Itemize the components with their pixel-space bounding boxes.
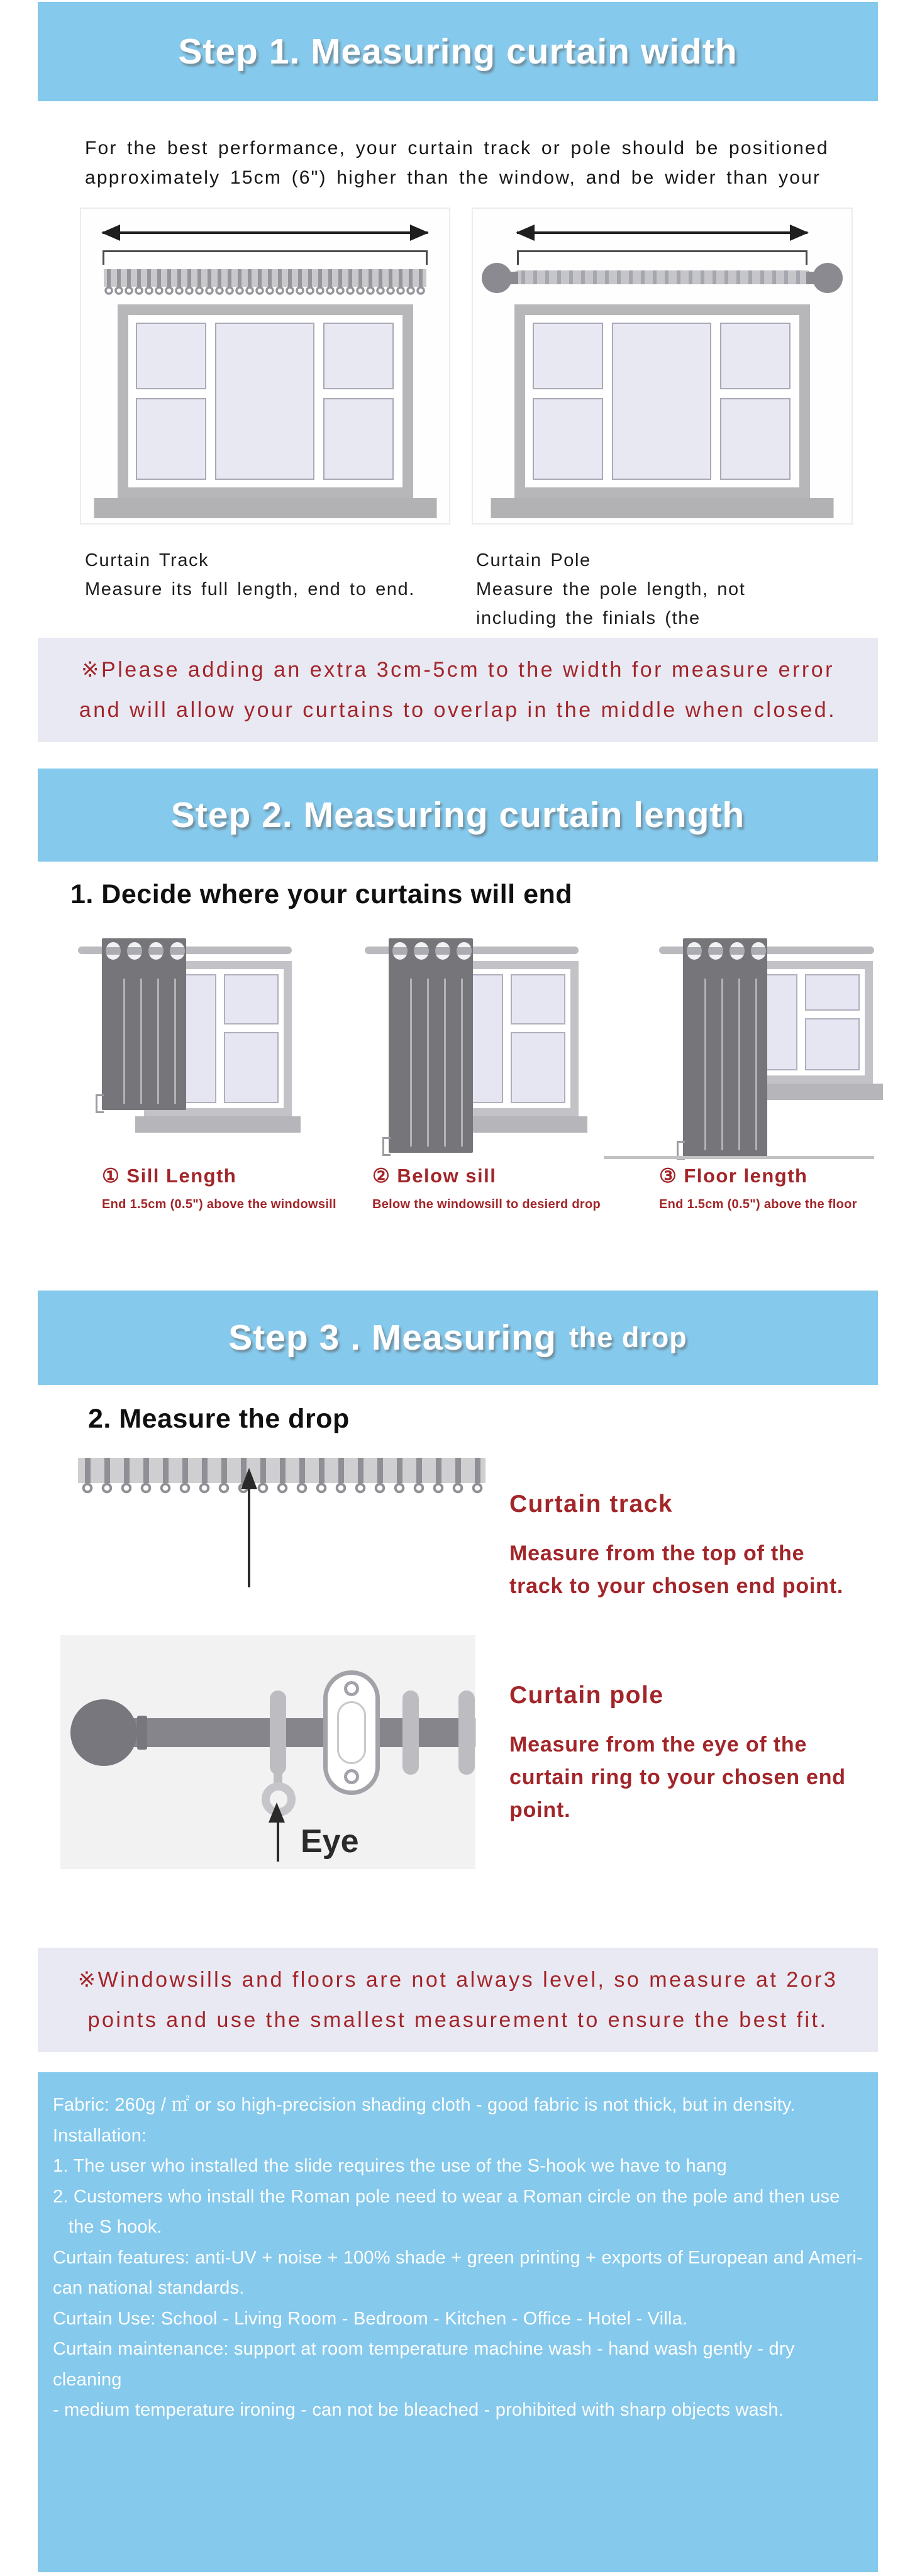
window-pane [511, 974, 565, 1024]
option-label: ① Sill Length [102, 1165, 237, 1187]
option-label: ③ Floor length [659, 1165, 808, 1187]
option-desc: End 1.5cm (0.5") above the floor [659, 1197, 857, 1211]
track-hooks [104, 286, 426, 297]
instruction-title: Curtain pole [509, 1682, 664, 1709]
eye-arrow-icon [277, 1821, 279, 1862]
window-pane [224, 974, 279, 1024]
grommet-icon [414, 942, 429, 960]
curtain-pole-eye-diagram [60, 1635, 475, 1869]
screw-hole-icon [344, 1681, 359, 1696]
grommet-icon [751, 942, 766, 960]
window-pane [805, 1018, 860, 1070]
curtain-track-instructions [509, 1491, 843, 1602]
detail-line: Fabric: 260g / ㎡ or so high-precision shading cloth - good fabric is not thick, but in density. [53, 2095, 796, 2115]
window-pane [136, 398, 206, 480]
step1-intro [85, 133, 865, 192]
level-measure-note [38, 1948, 878, 2052]
caption-line: Measure its full length, end to end. [85, 579, 415, 599]
below-sill-diagram [365, 938, 601, 1221]
instruction-line: Measure from the eye of the [509, 1733, 807, 1757]
instruction-title: Curtain track [509, 1491, 674, 1518]
curtain-ring [402, 1690, 419, 1775]
pole-finial-left-icon [482, 263, 512, 293]
step3-subtitle: 2. Measure the drop [88, 1404, 350, 1434]
measure-arrow-icon [248, 1488, 250, 1587]
window-pane [323, 398, 394, 480]
pole-finial-icon [70, 1699, 137, 1766]
grommet-icon [106, 942, 121, 960]
floor-line [604, 1156, 874, 1159]
curtain-track-bar [78, 1458, 486, 1483]
step1-header-band [38, 2, 878, 101]
sill-length-diagram [78, 938, 336, 1221]
dimension-bracket [103, 250, 428, 265]
window-sill [94, 498, 436, 518]
curtain-track-bar [104, 269, 426, 287]
grommet-icon [457, 942, 472, 960]
window-pane [511, 1032, 565, 1103]
floor-length-diagram [659, 938, 874, 1221]
step3-title: Step 3 . Measuring [228, 1318, 557, 1358]
product-details-text [38, 2072, 878, 2426]
detail-line: the S hook. [53, 2217, 162, 2237]
note-line: and will allow your curtains to overlap in the middle when closed. [79, 698, 837, 722]
grommet-icon [392, 942, 408, 960]
window-illustration [118, 304, 413, 498]
step1-title: Step 1. Measuring curtain width [178, 31, 738, 72]
intro-line-2: approximately 15cm (6") higher than the window, and be wider than your [85, 167, 821, 188]
track-hooks [78, 1482, 486, 1496]
window-pane [136, 323, 206, 389]
step2-subtitle: 1. Decide where your curtains will end [70, 879, 573, 909]
curtain-pole-instructions [509, 1682, 846, 1826]
width-arrow-icon [517, 231, 807, 234]
window-pane [323, 323, 394, 389]
step2-header-band [38, 769, 878, 862]
product-details-section [38, 2072, 878, 2572]
eye-label: Eye [301, 1823, 359, 1860]
curtain-ring [270, 1690, 286, 1775]
detail-line: - medium temperature ironing - can not be bleached - prohibited with sharp objects wash. [53, 2400, 784, 2420]
curtain-pole-bar [513, 270, 811, 284]
caption-title: Curtain Track [85, 550, 209, 570]
length-mark [96, 1094, 104, 1113]
dimension-bracket [517, 250, 807, 265]
detail-line: can national standards. [53, 2278, 245, 2298]
caption-line: Measure the pole length, not [476, 579, 746, 599]
option-desc: Below the windowsill to desierd drop [372, 1197, 601, 1211]
grommet-icon [170, 942, 185, 960]
instruction-line: track to your chosen end point. [509, 1574, 844, 1598]
grommet-icon [730, 942, 745, 960]
length-mark [382, 1137, 391, 1156]
bracket-capsule [337, 1701, 366, 1764]
curtain-track-caption [85, 546, 415, 604]
window-sill [135, 1116, 301, 1133]
caption-title: Curtain Pole [476, 550, 591, 570]
curtain-pole-caption [476, 546, 745, 633]
window-sill [491, 498, 834, 518]
curtain-panel [102, 938, 186, 1110]
intro-line-1: For the best performance, your curtain track or pole should be positioned [85, 138, 829, 158]
window-pane [533, 323, 603, 389]
window-pane [612, 323, 711, 480]
curtain-ring [458, 1690, 475, 1775]
note-line: points and use the smallest measurement to ensure the best fit. [87, 2008, 828, 2032]
instruction-line: Measure from the top of the [509, 1541, 805, 1565]
window-pane [720, 398, 791, 480]
note-line: ※Windowsills and floors are not always level, so measure at 2or3 [77, 1968, 838, 1992]
grommet-icon [435, 942, 450, 960]
eye-arrow-head-icon [269, 1802, 285, 1823]
curtain-track-diagram [80, 208, 450, 525]
pole-finial-connector [137, 1716, 147, 1750]
screw-hole-icon [344, 1769, 359, 1784]
grommet-icon [148, 942, 164, 960]
grommet-icon [687, 942, 702, 960]
curtain-pole-diagram [472, 208, 853, 525]
pole-finial-right-icon [813, 263, 843, 293]
width-arrow-icon [103, 231, 428, 234]
note-line: ※Please adding an extra 3cm-5cm to the width for measure error [81, 658, 835, 682]
instruction-line: point. [509, 1798, 571, 1822]
step3-header-band [38, 1291, 878, 1385]
wall-bracket [323, 1670, 380, 1795]
detail-line: Curtain maintenance: support at room temperature machine wash - hand wash gently - dry cleaning [53, 2339, 800, 2390]
window-pane [720, 323, 791, 389]
detail-line: Installation: [53, 2125, 147, 2146]
window-pane [215, 323, 314, 480]
curtain-panel [389, 938, 473, 1153]
grommet-icon [708, 942, 723, 960]
window-illustration [514, 304, 810, 498]
window-pane [224, 1032, 279, 1103]
pole-finial-connector [509, 272, 518, 284]
window-pane [533, 398, 603, 480]
measure-arrow-head-icon [241, 1468, 257, 1489]
detail-line: 2. Customers who install the Roman pole need to wear a Roman circle on the pole and then use [53, 2186, 840, 2207]
option-label: ② Below sill [372, 1165, 497, 1187]
pole-finial-connector [806, 272, 815, 284]
grommet-icon [127, 942, 142, 960]
step2-title: Step 2. Measuring curtain length [170, 795, 745, 835]
option-desc: End 1.5cm (0.5") above the windowsill [102, 1197, 336, 1211]
window-pane [805, 974, 860, 1011]
detail-line: Curtain Use: School - Living Room - Bedroom - Kitchen - Office - Hotel - Villa. [53, 2308, 688, 2329]
caption-line: including the finials (the [476, 608, 701, 628]
instruction-line: curtain ring to your chosen end [509, 1765, 846, 1789]
detail-line: Curtain features: anti-UV + noise + 100% shade + green printing + exports of European and Ameri- [53, 2247, 863, 2268]
step3-title-sub: the drop [569, 1321, 687, 1353]
curtain-panel [683, 938, 767, 1157]
detail-line: 1. The user who installed the slide requires the use of the S-hook we have to hang [53, 2156, 727, 2176]
width-measure-note [38, 638, 878, 742]
